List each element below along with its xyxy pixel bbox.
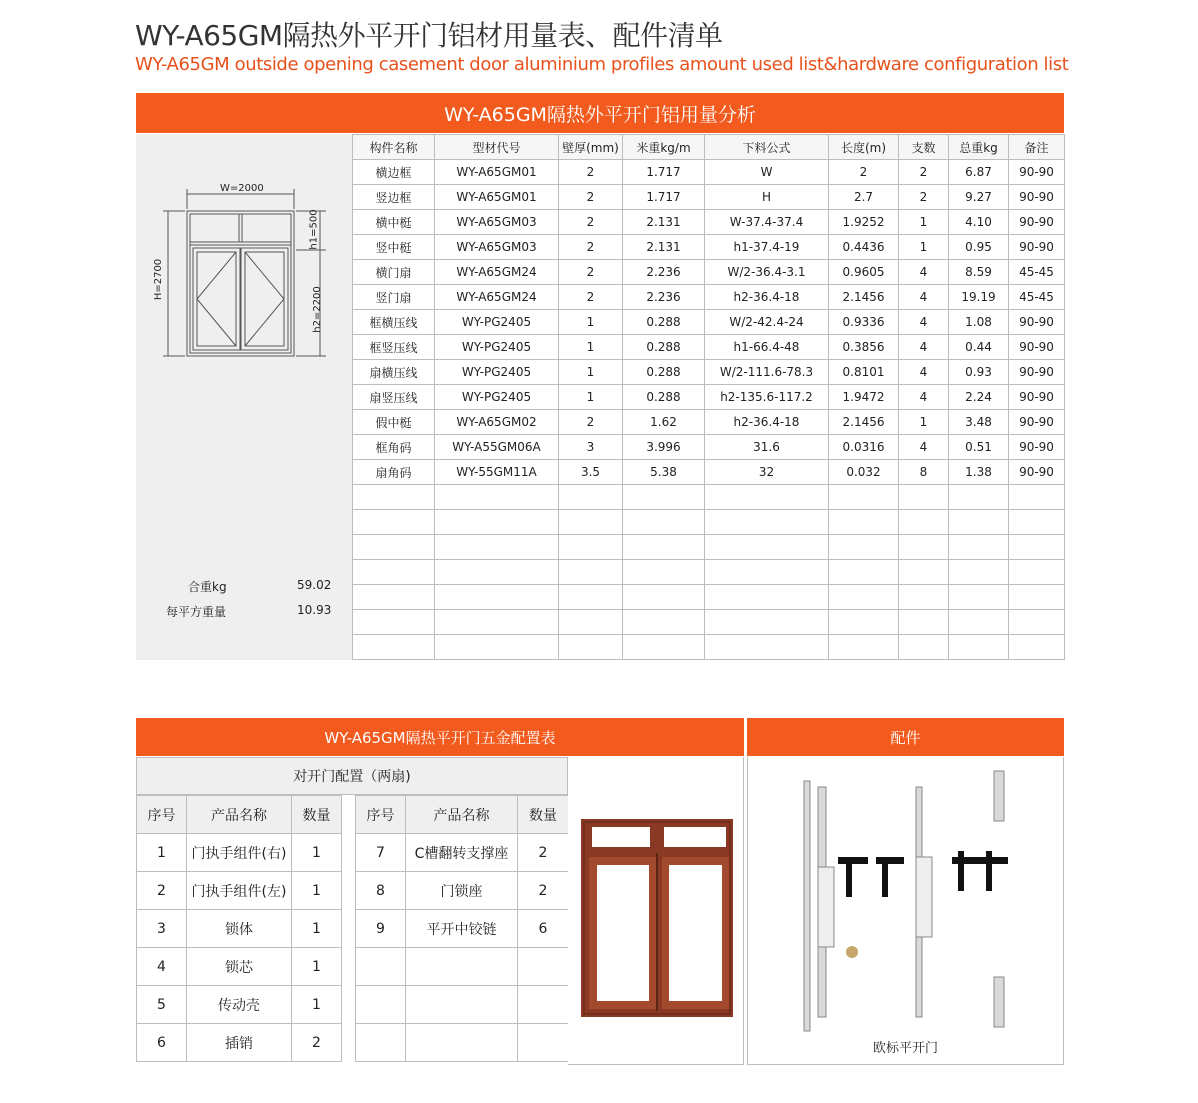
table-cell: 90-90 — [1009, 160, 1065, 185]
table-cell: 45-45 — [1009, 285, 1065, 310]
column-gap — [342, 872, 356, 910]
table-row — [353, 460, 1065, 485]
table-cell — [949, 535, 1009, 560]
table-cell: 1.62 — [623, 410, 705, 435]
drawing-h2-label: h2=2200 — [311, 286, 323, 333]
table-cell — [829, 510, 899, 535]
table-cell — [899, 510, 949, 535]
table-cell — [829, 635, 899, 660]
column-header: 壁厚(mm) — [559, 135, 623, 160]
table-cell — [705, 485, 829, 510]
table-cell: 横中梃 — [353, 210, 435, 235]
table-cell — [829, 485, 899, 510]
table-cell: 框竖压线 — [353, 335, 435, 360]
table-cell: 竖边框 — [353, 185, 435, 210]
table-cell: 横门扇 — [353, 260, 435, 285]
table-cell — [1009, 485, 1065, 510]
column-header: 数量 — [292, 796, 342, 834]
empty-table-row — [353, 585, 1065, 610]
table-cell — [623, 610, 705, 635]
table-cell: 4 — [899, 435, 949, 460]
table-cell — [518, 948, 569, 986]
table-cell — [623, 585, 705, 610]
table-cell: 2 — [559, 410, 623, 435]
table-cell — [435, 635, 559, 660]
table-cell — [949, 510, 1009, 535]
table-cell: 90-90 — [1009, 235, 1065, 260]
table-cell — [949, 610, 1009, 635]
table-header-row — [353, 135, 1065, 160]
table-cell: 0.9336 — [829, 310, 899, 335]
table-cell — [559, 535, 623, 560]
table-cell: 2 — [292, 1024, 342, 1062]
empty-table-row — [353, 510, 1065, 535]
accessories-header: 配件 — [747, 718, 1064, 756]
table-cell: 0.0316 — [829, 435, 899, 460]
table-cell — [899, 535, 949, 560]
table-cell: 4.10 — [949, 210, 1009, 235]
table-row — [353, 185, 1065, 210]
table-cell: 90-90 — [1009, 360, 1065, 385]
table-cell — [623, 535, 705, 560]
weight-per-sqm-label: 每平方重量 — [166, 605, 227, 619]
table-cell: 9.27 — [949, 185, 1009, 210]
table-cell: 0.4436 — [829, 235, 899, 260]
table-cell — [1009, 535, 1065, 560]
column-header: 构件名称 — [353, 135, 435, 160]
column-header: 产品名称 — [406, 796, 518, 834]
hardware-sub-header: 对开门配置（两扇) — [136, 757, 568, 795]
table-cell: 1 — [899, 410, 949, 435]
table-cell — [1009, 635, 1065, 660]
table-cell: 3.5 — [559, 460, 623, 485]
table-cell: 6 — [137, 1024, 187, 1062]
table-cell: 4 — [899, 310, 949, 335]
table-cell: 5.38 — [623, 460, 705, 485]
table-cell: 2.236 — [623, 285, 705, 310]
hardware-accessories-illustration — [748, 757, 1065, 1065]
table-cell: W/2-111.6-78.3 — [705, 360, 829, 385]
hardware-row — [137, 986, 569, 1024]
column-header: 数量 — [518, 796, 569, 834]
door-product-image — [568, 757, 744, 1065]
aluminium-usage-header: WY-A65GM隔热外平开门铝用量分析 — [136, 93, 1064, 133]
column-header: 长度(m) — [829, 135, 899, 160]
table-cell: WY-55GM11A — [435, 460, 559, 485]
table-cell: 0.51 — [949, 435, 1009, 460]
table-cell: 2.1456 — [829, 285, 899, 310]
table-cell: 2 — [899, 160, 949, 185]
table-cell: 1 — [899, 210, 949, 235]
column-gap — [342, 910, 356, 948]
column-header: 产品名称 — [187, 796, 292, 834]
hardware-row — [137, 1024, 569, 1062]
table-cell: 框角码 — [353, 435, 435, 460]
table-cell: 横边框 — [353, 160, 435, 185]
table-cell: 0.032 — [829, 460, 899, 485]
table-cell: 45-45 — [1009, 260, 1065, 285]
table-cell: W — [705, 160, 829, 185]
table-cell: 0.44 — [949, 335, 1009, 360]
table-cell: 1 — [559, 385, 623, 410]
table-cell — [559, 510, 623, 535]
drawing-h1-label: h1=500 — [308, 209, 320, 250]
table-cell: 1 — [137, 834, 187, 872]
table-cell: 1 — [292, 948, 342, 986]
hardware-row — [137, 948, 569, 986]
table-cell: WY-A65GM01 — [435, 185, 559, 210]
table-cell — [949, 585, 1009, 610]
table-row — [353, 210, 1065, 235]
hardware-row — [137, 910, 569, 948]
column-header: 下料公式 — [705, 135, 829, 160]
table-cell: 1.08 — [949, 310, 1009, 335]
table-cell — [1009, 510, 1065, 535]
table-cell: 2.1456 — [829, 410, 899, 435]
table-row — [353, 385, 1065, 410]
table-cell: 2 — [559, 260, 623, 285]
table-cell: 1.9252 — [829, 210, 899, 235]
table-cell: 2.131 — [623, 235, 705, 260]
table-cell — [559, 485, 623, 510]
table-row — [353, 235, 1065, 260]
table-cell: 6.87 — [949, 160, 1009, 185]
page-title: WY-A65GM隔热外平开门铝材用量表、配件清单 — [135, 19, 723, 52]
table-cell: 扇角码 — [353, 460, 435, 485]
table-cell: 竖门扇 — [353, 285, 435, 310]
table-cell: W/2-42.4-24 — [705, 310, 829, 335]
table-cell: 0.288 — [623, 385, 705, 410]
table-cell — [705, 610, 829, 635]
table-cell — [353, 635, 435, 660]
table-cell — [1009, 560, 1065, 585]
table-cell: WY-PG2405 — [435, 360, 559, 385]
table-cell — [829, 560, 899, 585]
table-row — [353, 160, 1065, 185]
table-cell: 2 — [899, 185, 949, 210]
accessories-caption: 欧标平开门 — [872, 1041, 938, 1056]
table-cell: 1 — [292, 834, 342, 872]
column-header: 序号 — [356, 796, 406, 834]
table-cell: 2.131 — [623, 210, 705, 235]
table-cell: 2 — [559, 160, 623, 185]
table-row — [353, 435, 1065, 460]
table-cell: 插销 — [187, 1024, 292, 1062]
table-cell — [705, 510, 829, 535]
table-cell — [623, 510, 705, 535]
column-gap — [342, 948, 356, 986]
empty-table-row — [353, 610, 1065, 635]
table-cell: WY-PG2405 — [435, 385, 559, 410]
table-cell — [356, 948, 406, 986]
table-cell: 门锁座 — [406, 872, 518, 910]
table-cell — [705, 560, 829, 585]
table-cell — [899, 585, 949, 610]
table-cell: 1 — [559, 360, 623, 385]
table-cell — [705, 635, 829, 660]
table-cell: 2.236 — [623, 260, 705, 285]
table-cell: WY-A65GM03 — [435, 235, 559, 260]
table-cell — [356, 1024, 406, 1062]
table-cell: 平开中铰链 — [406, 910, 518, 948]
empty-table-row — [353, 535, 1065, 560]
hardware-row — [137, 872, 569, 910]
table-cell: 2 — [559, 210, 623, 235]
table-cell: 竖中梃 — [353, 235, 435, 260]
table-cell — [899, 560, 949, 585]
table-cell — [353, 485, 435, 510]
table-cell — [899, 485, 949, 510]
table-cell: 0.93 — [949, 360, 1009, 385]
column-header: 序号 — [137, 796, 187, 834]
table-cell: h2-135.6-117.2 — [705, 385, 829, 410]
table-cell: 0.288 — [623, 310, 705, 335]
aluminium-usage-table — [352, 134, 1065, 660]
table-cell: WY-A65GM24 — [435, 285, 559, 310]
drawing-height-label: H=2700 — [153, 258, 165, 301]
table-cell — [829, 610, 899, 635]
table-cell — [899, 610, 949, 635]
column-gap — [342, 834, 356, 872]
column-header: 型材代号 — [435, 135, 559, 160]
table-cell: 6 — [518, 910, 569, 948]
table-cell — [353, 560, 435, 585]
table-cell: 9 — [356, 910, 406, 948]
table-cell — [353, 510, 435, 535]
table-cell — [435, 485, 559, 510]
column-header: 支数 — [899, 135, 949, 160]
table-cell — [559, 635, 623, 660]
table-cell: 框横压线 — [353, 310, 435, 335]
table-cell: 锁体 — [187, 910, 292, 948]
table-cell — [518, 1024, 569, 1062]
table-cell: 1.717 — [623, 160, 705, 185]
table-cell — [949, 560, 1009, 585]
accessories-image-panel — [747, 757, 1064, 1065]
table-cell — [353, 585, 435, 610]
table-cell: 1.9472 — [829, 385, 899, 410]
table-cell: 32 — [705, 460, 829, 485]
table-cell: WY-A65GM01 — [435, 160, 559, 185]
table-cell: 4 — [899, 385, 949, 410]
table-cell: 1 — [899, 235, 949, 260]
table-cell — [1009, 585, 1065, 610]
table-row — [353, 360, 1065, 385]
table-cell: 90-90 — [1009, 310, 1065, 335]
column-header: 总重kg — [949, 135, 1009, 160]
table-cell: 4 — [899, 360, 949, 385]
table-cell: H — [705, 185, 829, 210]
table-cell — [406, 1024, 518, 1062]
table-cell — [899, 635, 949, 660]
table-cell: h2-36.4-18 — [705, 285, 829, 310]
table-cell: 门执手组件(左) — [187, 872, 292, 910]
table-cell: 5 — [137, 986, 187, 1024]
empty-table-row — [353, 560, 1065, 585]
table-cell: WY-A65GM24 — [435, 260, 559, 285]
empty-table-row — [353, 485, 1065, 510]
table-cell: 2 — [518, 872, 569, 910]
table-cell — [623, 485, 705, 510]
table-cell: 0.288 — [623, 360, 705, 385]
table-cell — [559, 610, 623, 635]
table-cell: 8.59 — [949, 260, 1009, 285]
hardware-table — [136, 795, 569, 1062]
hardware-header-row — [137, 796, 569, 834]
table-cell: 8 — [356, 872, 406, 910]
table-cell: 扇竖压线 — [353, 385, 435, 410]
table-cell: WY-PG2405 — [435, 335, 559, 360]
table-cell — [623, 560, 705, 585]
weight-per-sqm-value: 10.93 — [297, 603, 332, 617]
table-cell — [1009, 610, 1065, 635]
table-cell: h1-37.4-19 — [705, 235, 829, 260]
table-cell: 1.38 — [949, 460, 1009, 485]
table-cell: 3 — [559, 435, 623, 460]
table-cell — [435, 585, 559, 610]
table-cell: h2-36.4-18 — [705, 410, 829, 435]
column-gap — [342, 796, 356, 834]
total-weight-value: 59.02 — [297, 578, 332, 592]
table-cell — [406, 986, 518, 1024]
table-cell: C槽翻转支撑座 — [406, 834, 518, 872]
table-cell: 90-90 — [1009, 410, 1065, 435]
drawing-width-label: W=2000 — [220, 183, 264, 194]
table-cell — [949, 635, 1009, 660]
wooden-door-illustration — [568, 757, 744, 1065]
table-cell: 7 — [356, 834, 406, 872]
table-row — [353, 310, 1065, 335]
empty-table-row — [353, 635, 1065, 660]
table-cell — [406, 948, 518, 986]
table-cell: 1.717 — [623, 185, 705, 210]
table-cell: 90-90 — [1009, 185, 1065, 210]
table-cell — [353, 610, 435, 635]
column-header: 米重kg/m — [623, 135, 705, 160]
table-cell: W/2-36.4-3.1 — [705, 260, 829, 285]
table-cell: 4 — [899, 285, 949, 310]
column-header: 备注 — [1009, 135, 1065, 160]
table-cell: 1 — [292, 872, 342, 910]
table-cell: 2 — [518, 834, 569, 872]
hardware-row — [137, 834, 569, 872]
table-cell: 90-90 — [1009, 460, 1065, 485]
table-cell: 3 — [137, 910, 187, 948]
table-cell — [518, 986, 569, 1024]
table-cell: 2.7 — [829, 185, 899, 210]
table-cell: 90-90 — [1009, 335, 1065, 360]
table-row — [353, 410, 1065, 435]
table-cell — [356, 986, 406, 1024]
table-cell — [829, 535, 899, 560]
table-cell: 1 — [292, 910, 342, 948]
table-cell: 2 — [559, 185, 623, 210]
table-cell: W-37.4-37.4 — [705, 210, 829, 235]
table-cell: 0.288 — [623, 335, 705, 360]
table-cell: 2 — [559, 235, 623, 260]
table-cell: 3.48 — [949, 410, 1009, 435]
table-cell: 0.95 — [949, 235, 1009, 260]
table-cell: 扇横压线 — [353, 360, 435, 385]
table-cell — [435, 610, 559, 635]
table-cell — [705, 585, 829, 610]
table-cell: 2.24 — [949, 385, 1009, 410]
table-cell: 4 — [899, 335, 949, 360]
table-cell: WY-A65GM03 — [435, 210, 559, 235]
table-cell — [559, 560, 623, 585]
table-cell: WY-A65GM02 — [435, 410, 559, 435]
table-cell: 0.9605 — [829, 260, 899, 285]
table-cell — [435, 535, 559, 560]
table-cell: 19.19 — [949, 285, 1009, 310]
table-cell: 90-90 — [1009, 210, 1065, 235]
table-cell: 1 — [559, 310, 623, 335]
table-cell — [435, 560, 559, 585]
table-row — [353, 285, 1065, 310]
table-cell — [435, 510, 559, 535]
table-cell: WY-A55GM06A — [435, 435, 559, 460]
table-cell — [829, 585, 899, 610]
table-cell — [705, 535, 829, 560]
table-cell: 锁芯 — [187, 948, 292, 986]
table-cell: 传动壳 — [187, 986, 292, 1024]
total-weight-label: 合重kg — [188, 580, 227, 594]
table-cell — [559, 585, 623, 610]
table-cell: 4 — [137, 948, 187, 986]
table-cell: 8 — [899, 460, 949, 485]
table-cell: 门执手组件(右) — [187, 834, 292, 872]
table-cell — [623, 635, 705, 660]
table-cell — [949, 485, 1009, 510]
column-gap — [342, 1024, 356, 1062]
table-cell: 0.8101 — [829, 360, 899, 385]
table-row — [353, 260, 1065, 285]
table-cell: WY-PG2405 — [435, 310, 559, 335]
table-cell: h1-66.4-48 — [705, 335, 829, 360]
table-cell: 90-90 — [1009, 435, 1065, 460]
table-cell: 2 — [829, 160, 899, 185]
table-cell: 4 — [899, 260, 949, 285]
table-cell: 2 — [559, 285, 623, 310]
table-cell: 31.6 — [705, 435, 829, 460]
column-gap — [342, 986, 356, 1024]
table-cell: 1 — [292, 986, 342, 1024]
table-cell: 90-90 — [1009, 385, 1065, 410]
table-cell: 0.3856 — [829, 335, 899, 360]
table-cell: 3.996 — [623, 435, 705, 460]
table-cell: 2 — [137, 872, 187, 910]
hardware-config-header: WY-A65GM隔热平开门五金配置表 — [136, 718, 744, 756]
table-row — [353, 335, 1065, 360]
table-cell: 假中梃 — [353, 410, 435, 435]
table-cell: 1 — [559, 335, 623, 360]
page-subtitle: WY-A65GM outside opening casement door aluminium profiles amount used list&hardware configuration list — [135, 54, 1069, 75]
table-cell — [353, 535, 435, 560]
